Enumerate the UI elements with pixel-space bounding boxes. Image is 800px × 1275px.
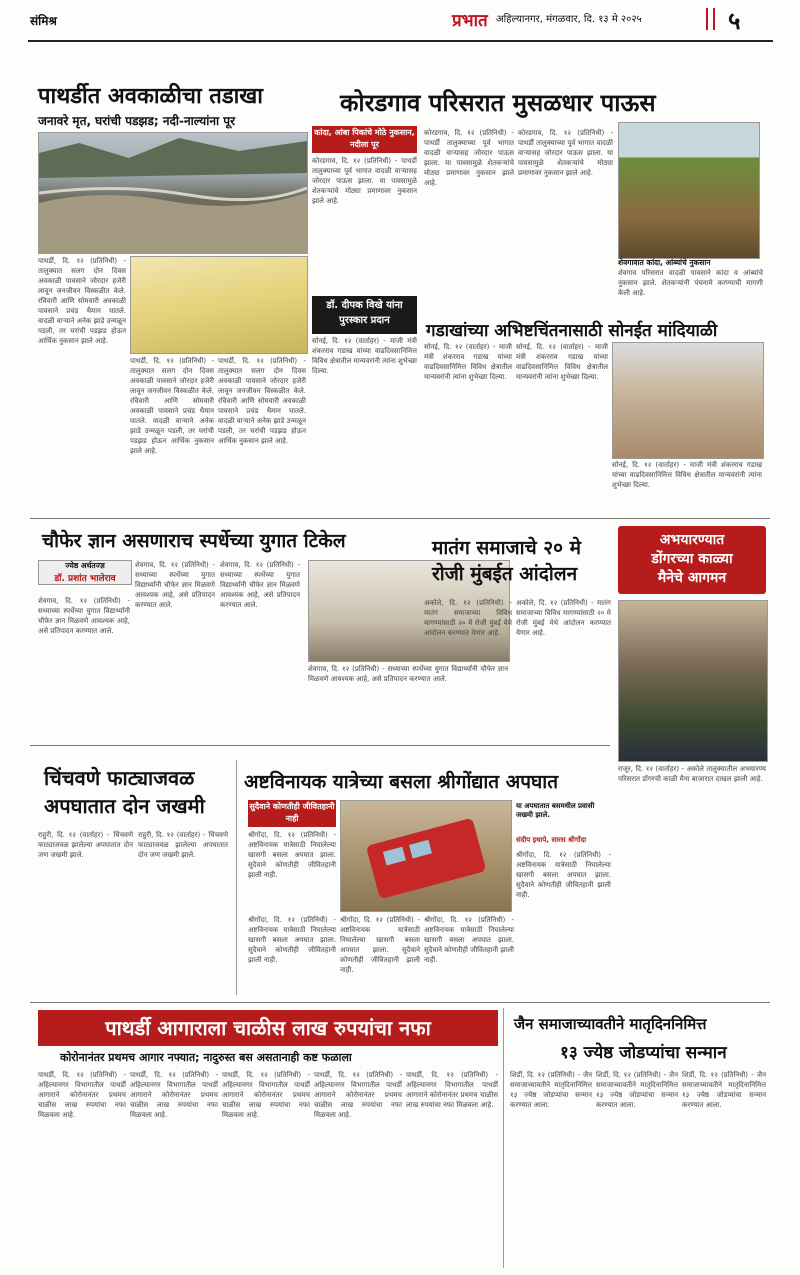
story7-title-line2: अपघातात दोन जखमी bbox=[44, 794, 205, 818]
story5-title-line1: मातंग समाजाचे २० मे bbox=[432, 537, 581, 559]
story8-body-col2: श्रीगोंदा, दि. १२ (प्रतिनिधी) - अष्टविनायक यात्रेसाठी निघालेल्या खासगी बसला अपघात झाला. सुदैवाने कोणतीही जीवितहानी झाली नाही. bbox=[248, 916, 336, 964]
black-berry-vendor-photo bbox=[618, 600, 768, 762]
divider-icon bbox=[706, 8, 715, 30]
story6-title-line2: डोंगरच्या काळ्या bbox=[651, 551, 733, 567]
story10-body-col2: शिर्डी, दि. १२ (प्रतिनिधी) - जैन समाजाच्यावतीने मातृदिनानिमित्त १३ ज्येष्ठ जोडप्यांचा सन्मान करण्यात आला. bbox=[596, 1071, 678, 1109]
story7-body: राहुरी, दि. १२ (वार्ताहर) - चिंचवणे फाट्याजवळ झालेल्या अपघातात दोन जण जखमी झाले. bbox=[38, 831, 133, 859]
story4-photo-text: शेवगाव, दि. १२ (प्रतिनिधी) - सध्याच्या स्पर्धेच्या युगात विद्यार्थ्यांनी चौफेर ज्ञान मिळवणे आवश्यक आहे, असे प्रतिपादन करण्यात आले. bbox=[308, 665, 508, 683]
story2-body: कोरडगाव, दि. १२ (प्रतिनिधी) - पाथर्डी तालुक्याच्या पूर्व भागात वादळी वाऱ्यासह जोरदार पाऊस झाला. या पावसामुळे शेतकऱ्यांचे मोठ्या प्रमाणावर नुकसान झाले आहे. bbox=[312, 157, 417, 205]
story2-photo-caption: शेवगावात कांदा, आंब्यांचे नुकसान bbox=[618, 258, 711, 267]
section-divider bbox=[30, 518, 770, 519]
story4-body-col2: शेवगाव, दि. १२ (प्रतिनिधी) - सध्याच्या स्पर्धेच्या युगात विद्यार्थ्यांनी चौफेर ज्ञान मिळवणे आवश्यक आहे, असे प्रतिपादन करण्यात आले. bbox=[135, 561, 215, 609]
story2-body-col3: कोरडगाव, दि. १२ (प्रतिनिधी) - पाथर्डी तालुक्याच्या पूर्व भागात वादळी वाऱ्यासह जोरदार पाऊस झाला. या पावसामुळे शेतकऱ्यांचे मोठ्या प्रमाणावर नुकसान झाले आहे. bbox=[518, 129, 613, 177]
story6-title-box bbox=[618, 526, 766, 594]
story9-body-col5: पाथर्डी, दि. १२ (प्रतिनिधी) - अहिल्यानगर विभागातील पाथर्डी आगाराने कोरोनानंतर प्रथमच चाळीस लाख रुपयांचा नफा मिळवला आहे. bbox=[406, 1071, 498, 1109]
story2-caption-text: शेवगाव परिसरात वादळी पावसाने कांदा व आंब्यांचे नुकसान झाले. शेतकऱ्यांनी पंचनामे करण्याची मागणी केली आहे. bbox=[618, 269, 763, 297]
story3-tag: डॉ. दीपक विखे यांना पुरस्कार प्रदान bbox=[312, 296, 417, 334]
column-rule bbox=[503, 1008, 504, 1268]
overturned-bus-photo bbox=[340, 800, 512, 912]
section-divider bbox=[30, 1002, 770, 1003]
masthead bbox=[0, 0, 800, 40]
story1-body-col3: पाथर्डी, दि. १२ (प्रतिनिधी) - तालुक्यात सलग दोन दिवस अवकाळी पावसाने जोरदार हजेरी लावून जनजीवन विस्कळीत केले. रविवारी आणि सोमवारी अवकाळी पावसाने प्रचंड थैमान घातले. वादळी वाऱ्याने अनेक झाडे उन्मळून पडली, तर घरांची पडझड होऊन आर्थिक नुकसान झाले आहे. bbox=[218, 357, 306, 445]
story9-body-col4: पाथर्डी, दि. १२ (प्रतिनिधी) - अहिल्यानगर विभागातील पाथर्डी आगाराने कोरोनानंतर प्रथमच चाळीस लाख रुपयांचा नफा मिळवला आहे. bbox=[314, 1071, 402, 1119]
story7-body-col2: राहुरी, दि. १२ (वार्ताहर) - चिंचवणे फाट्याजवळ झालेल्या अपघातात दोन जण जखमी झाले. bbox=[138, 831, 228, 859]
story6-title-line1: अभयारण्यात bbox=[659, 532, 725, 548]
flood-river-photo bbox=[38, 132, 308, 254]
story10-body: शिर्डी, दि. १२ (प्रतिनिधी) - जैन समाजाच्यावतीने मातृदिनानिमित्त १३ ज्येष्ठ जोडप्यांचा सन्मान करण्यात आला. bbox=[510, 1071, 592, 1109]
byline-label: ज्येष्ठ अर्थतज्ज्ञ bbox=[65, 561, 105, 570]
story9-body-col2: पाथर्डी, दि. १२ (प्रतिनिधी) - अहिल्यानगर विभागातील पाथर्डी आगाराने कोरोनानंतर प्रथमच चाळीस लाख रुपयांचा नफा मिळवला आहे. bbox=[130, 1071, 218, 1119]
onion-field-photo bbox=[618, 122, 760, 259]
dateline: अहिल्यानगर, मंगळवार, दि. १३ मे २०२५ bbox=[496, 14, 642, 25]
byline-name: डॉ. प्रशांत भालेराव bbox=[54, 574, 116, 584]
story8-body-col4: श्रीगोंदा, दि. १२ (प्रतिनिधी) - अष्टविनायक यात्रेसाठी निघालेल्या खासगी बसला अपघात झाला. सुदैवाने कोणतीही जीवितहानी झाली नाही. bbox=[424, 916, 514, 964]
story9-body-col3: पाथर्डी, दि. १२ (प्रतिनिधी) - अहिल्यानगर विभागातील पाथर्डी आगाराने कोरोनानंतर प्रथमच चाळीस लाख रुपयांचा नफा मिळवला आहे. bbox=[222, 1071, 310, 1119]
story3-title: गडाखांच्या अभिष्टचिंतनासाठी सोनईत मांदियाळी bbox=[426, 321, 718, 341]
story10-title-line2: १३ ज्येष्ठ जोडप्यांचा सन्मान bbox=[560, 1043, 727, 1063]
story8-body-col5: श्रीगोंदा, दि. १२ (प्रतिनिधी) - अष्टविनायक यात्रेसाठी निघालेल्या खासगी बसला अपघात झाला. सुदैवाने कोणतीही जीवितहानी झाली नाही. bbox=[516, 851, 611, 899]
page-number: ५ bbox=[728, 7, 741, 35]
story5-body-col2: अकोले, दि. १२ (प्रतिनिधी) - मातंग समाजाच्या विविध मागण्यांसाठी २० मे रोजी मुंबई येथे आंदोलन करण्यात येणार आहे. bbox=[516, 599, 611, 637]
story8-body: श्रीगोंदा, दि. १२ (प्रतिनिधी) - अष्टविनायक यात्रेसाठी निघालेल्या खासगी बसला अपघात झाला. सुदैवाने कोणतीही जीवितहानी झाली नाही. bbox=[248, 831, 336, 879]
story1-body-col2: पाथर्डी, दि. १२ (प्रतिनिधी) - तालुक्यात सलग दोन दिवस अवकाळी पावसाने जोरदार हजेरी लावून जनजीवन विस्कळीत केले. रविवारी आणि सोमवारी अवकाळी पावसाने प्रचंड थैमान घातले. वादळी वाऱ्याने अनेक झाडे उन्मळून पडली, तर घरांची पडझड होऊन आर्थिक नुकसान झाले आहे. bbox=[130, 357, 214, 455]
story5-title-line2: रोजी मुंबईत आंदोलन bbox=[432, 563, 578, 585]
damaged-tarp-photo bbox=[130, 256, 308, 354]
story5-body: अकोले, दि. १२ (प्रतिनिधी) - मातंग समाजाच्या विविध मागण्यांसाठी २० मे रोजी मुंबई येथे आंदोलन करण्यात येणार आहे. bbox=[424, 599, 512, 637]
story1-title: पाथर्डीत अवकाळीचा तडाखा bbox=[38, 83, 264, 109]
story7-title-line1: चिंचवणे फाट्याजवळ bbox=[44, 766, 195, 790]
section-label: संमिश्र bbox=[30, 14, 57, 28]
story8-title: अष्टविनायक यात्रेच्या बसला श्रीगोंद्यात अपघात bbox=[244, 771, 559, 793]
gadakh-felicitation-photo bbox=[612, 342, 764, 459]
story3-body-col2: सोनई, दि. १२ (वार्ताहर) - माजी मंत्री शंकरराव गडाख यांच्या वाढदिवसानिमित्त विविध क्षेत्रातील मान्यवरांनी त्यांना शुभेच्छा दिल्या. bbox=[516, 343, 608, 381]
story1-body: पाथर्डी, दि. १२ (प्रतिनिधी) - तालुक्यात सलग दोन दिवस अवकाळी पावसाने जोरदार हजेरी लावून जनजीवन विस्कळीत केले. रविवारी आणि सोमवारी अवकाळी पावसाने प्रचंड थैमान घातले. वादळी वाऱ्याने अनेक झाडे उन्मळून पडली, तर घरांची पडझड होऊन आर्थिक नुकसान झाले आहे. bbox=[38, 257, 126, 345]
story3-body-left: सोनई, दि. १२ (वार्ताहर) - माजी मंत्री शंकरराव गडाख यांच्या वाढदिवसानिमित्त विविध क्षेत्रातील मान्यवरांनी त्यांना शुभेच्छा दिल्या. bbox=[312, 337, 417, 375]
flood-river-image bbox=[39, 133, 307, 253]
story3-photo-text: सोनई, दि. १२ (वार्ताहर) - माजी मंत्री शंकरराव गडाख यांच्या वाढदिवसानिमित्त विविध क्षेत्रातील मान्यवरांनी त्यांना शुभेच्छा दिल्या. bbox=[612, 461, 762, 489]
story3-body: सोनई, दि. १२ (वार्ताहर) - माजी मंत्री शंकरराव गडाख यांच्या वाढदिवसानिमित्त विविध क्षेत्रातील मान्यवरांनी त्यांना शुभेच्छा दिल्या. bbox=[424, 343, 512, 381]
story6-body: राजूर, दि. १२ (वार्ताहर) - अकोले तालुक्यातील अभयारण्य परिसरात डोंगरची काळी मैना बाजारात दाखल झाली आहे. bbox=[618, 765, 766, 783]
story4-body: शेवगाव, दि. १२ (प्रतिनिधी) - सध्याच्या स्पर्धेच्या युगात विद्यार्थ्यांनी चौफेर ज्ञान मिळवणे आवश्यक आहे, असे प्रतिपादन करण्यात आले. bbox=[38, 597, 130, 635]
masthead-rule bbox=[28, 40, 773, 42]
story4-body-col3: शेवगाव, दि. १२ (प्रतिनिधी) - सध्याच्या स्पर्धेच्या युगात विद्यार्थ्यांनी चौफेर ज्ञान मिळवणे आवश्यक आहे, असे प्रतिपादन करण्यात आले. bbox=[220, 561, 300, 609]
story8-tag: सुदैवाने कोणतीही जीवितहानी नाही bbox=[248, 800, 336, 827]
story6-title-line3: मैनेचे आगमन bbox=[657, 570, 727, 586]
column-rule bbox=[236, 760, 237, 995]
story8-photo-caption: या अपघातात बसमधील प्रवासी जखमी झाले. bbox=[516, 802, 595, 819]
story1-subtitle: जनावरे मृत, घरांची पडझड; नदी-नाल्यांना पूर bbox=[38, 114, 236, 128]
story2-title: कोरडगाव परिसरात मुसळधार पाऊस bbox=[340, 88, 656, 117]
story8-body-col3: श्रीगोंदा, दि. १२ (प्रतिनिधी) - अष्टविनायक यात्रेसाठी निघालेल्या खासगी बसला अपघात झाला. सुदैवाने कोणतीही जीवितहानी झाली नाही. bbox=[340, 916, 420, 974]
story9-subtitle: कोरोनानंतर प्रथमच आगार नफ्यात; नादुरुस्त बस असतानाही कष्ट फळाला bbox=[60, 1051, 352, 1064]
story10-body-col3: शिर्डी, दि. १२ (प्रतिनिधी) - जैन समाजाच्यावतीने मातृदिनानिमित्त १३ ज्येष्ठ जोडप्यांचा सन्मान करण्यात आला. bbox=[682, 1071, 766, 1109]
story9-body: पाथर्डी, दि. १२ (प्रतिनिधी) - अहिल्यानगर विभागातील पाथर्डी आगाराने कोरोनानंतर प्रथमच चाळीस लाख रुपयांचा नफा मिळवला आहे. bbox=[38, 1071, 126, 1119]
story8-photo-credit: संदीप इथापे, सारस श्रीगोंदा bbox=[516, 836, 587, 844]
story2-body-col2: कोरडगाव, दि. १२ (प्रतिनिधी) - पाथर्डी तालुक्याच्या पूर्व भागात वादळी वाऱ्यासह जोरदार पाऊस झाला. या पावसामुळे शेतकऱ्यांचे मोठ्या प्रमाणावर नुकसान झाले आहे. bbox=[424, 129, 514, 187]
bus-image bbox=[341, 801, 511, 911]
story4-byline-box bbox=[38, 560, 132, 585]
story9-title: पाथर्डी आगाराला चाळीस लाख रुपयांचा नफा bbox=[38, 1010, 498, 1046]
story2-tag: कांदा, आंबा पिकांचे मोठे नुकसान, नदीला पूर bbox=[312, 126, 417, 153]
story4-title: चौफेर ज्ञान असणाराच स्पर्धेच्या युगात टिकेल bbox=[42, 530, 346, 552]
newspaper-logo: प्रभात bbox=[452, 11, 488, 31]
section-divider bbox=[30, 745, 610, 746]
story10-title-line1: जैन समाजाच्यावतीने मातृदिननिमित्त bbox=[514, 1015, 707, 1033]
